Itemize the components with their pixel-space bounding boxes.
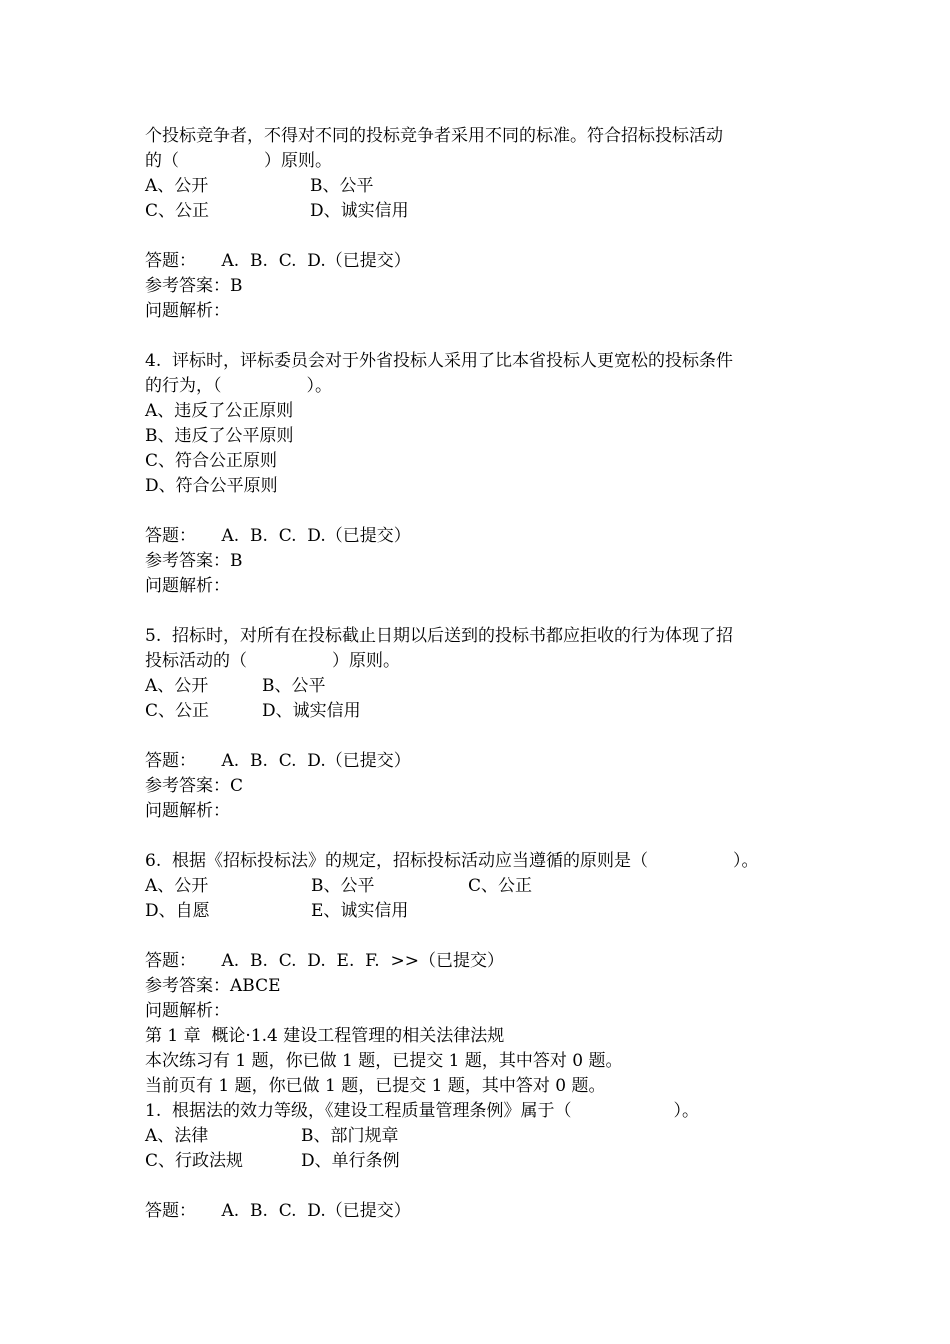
q6-option-a[interactable]: A、公开: [145, 876, 209, 896]
q1-option-d[interactable]: D、单行条例: [301, 1151, 400, 1171]
q4-option-a[interactable]: A、违反了公正原则: [145, 401, 294, 421]
q5-stem-line1: 5. 招标时，对所有在投标截止日期以后送到的投标书都应拒收的行为体现了招: [145, 626, 734, 646]
exercise-summary: 本次练习有 1 题，你已做 1 题，已提交 1 题，其中答对 0 题。: [145, 1051, 623, 1071]
q3-option-a[interactable]: A、公开: [145, 176, 209, 196]
q4-analysis: 问题解析：: [145, 576, 230, 596]
q5-options-row1: [145, 674, 815, 699]
q6-options-row1: [145, 874, 815, 899]
q3-option-b[interactable]: B、公平: [310, 176, 374, 196]
q6-reference-answer: 参考答案：ABCE: [145, 976, 281, 996]
q1-answer-line[interactable]: 答题： A. B. C. D.（已提交）: [145, 1201, 411, 1221]
page-summary: 当前页有 1 题，你已做 1 题，已提交 1 题，其中答对 0 题。: [145, 1076, 606, 1096]
q5-options-row2: [145, 699, 815, 724]
q6-option-e[interactable]: E、诚实信用: [311, 901, 409, 921]
q4-answer-line[interactable]: 答题： A. B. C. D.（已提交）: [145, 526, 411, 546]
q3-option-c[interactable]: C、公正: [145, 201, 210, 221]
q6-stem-line1: 6. 根据《招标投标法》的规定，招标投标活动应当遵循的原则是（ ）。: [145, 851, 759, 871]
q4-stem-line2: 的行为，（ ）。: [145, 376, 332, 396]
q5-option-a[interactable]: A、公开: [145, 676, 209, 696]
q6-analysis: 问题解析：: [145, 1001, 230, 1021]
q4-reference-answer: 参考答案：B: [145, 551, 243, 571]
q4-option-c[interactable]: C、符合公正原则: [145, 451, 278, 471]
q6-option-b[interactable]: B、公平: [311, 876, 375, 896]
q4-stem-line1: 4. 评标时，评标委员会对于外省投标人采用了比本省投标人更宽松的投标条件: [145, 351, 734, 371]
q3-reference-answer: 参考答案：B: [145, 276, 243, 296]
q5-stem-line2: 投标活动的（ ）原则。: [145, 651, 400, 671]
q5-analysis: 问题解析：: [145, 801, 230, 821]
q3-answer-line[interactable]: 答题： A. B. C. D.（已提交）: [145, 251, 411, 271]
q3-stem-line2: 的（ ）原则。: [145, 151, 332, 171]
q5-option-d[interactable]: D、诚实信用: [262, 701, 361, 721]
document-page: [145, 124, 815, 1224]
q1-options-row2: [145, 1149, 815, 1174]
q1-option-a[interactable]: A、法律: [145, 1126, 209, 1146]
q3-analysis: 问题解析：: [145, 301, 230, 321]
q3-options-row1: [145, 174, 815, 199]
q4-option-d[interactable]: D、符合公平原则: [145, 476, 278, 496]
q1-option-c[interactable]: C、行政法规: [145, 1151, 244, 1171]
q4-option-b[interactable]: B、违反了公平原则: [145, 426, 294, 446]
q6-answer-line[interactable]: 答题： A. B. C. D. E. F. >>（已提交）: [145, 951, 505, 971]
q3-stem-line1: 个投标竞争者，不得对不同的投标竞争者采用不同的标准。符合招标投标活动: [145, 126, 723, 146]
section-title: 第 1 章 概论·1.4 建设工程管理的相关法律法规: [145, 1026, 505, 1046]
q5-answer-line[interactable]: 答题： A. B. C. D.（已提交）: [145, 751, 411, 771]
q6-option-c[interactable]: C、公正: [468, 876, 533, 896]
q1-stem-line1: 1. 根据法的效力等级，《建设工程质量管理条例》属于（ ）。: [145, 1101, 700, 1121]
q5-option-b[interactable]: B、公平: [262, 676, 326, 696]
q6-options-row2: [145, 899, 815, 924]
q1-option-b[interactable]: B、部门规章: [301, 1126, 399, 1146]
q3-option-d[interactable]: D、诚实信用: [310, 201, 409, 221]
q6-option-d[interactable]: D、自愿: [145, 901, 210, 921]
q1-options-row1: [145, 1124, 815, 1149]
q5-option-c[interactable]: C、公正: [145, 701, 210, 721]
q3-options-row2: [145, 199, 815, 224]
q5-reference-answer: 参考答案：C: [145, 776, 244, 796]
